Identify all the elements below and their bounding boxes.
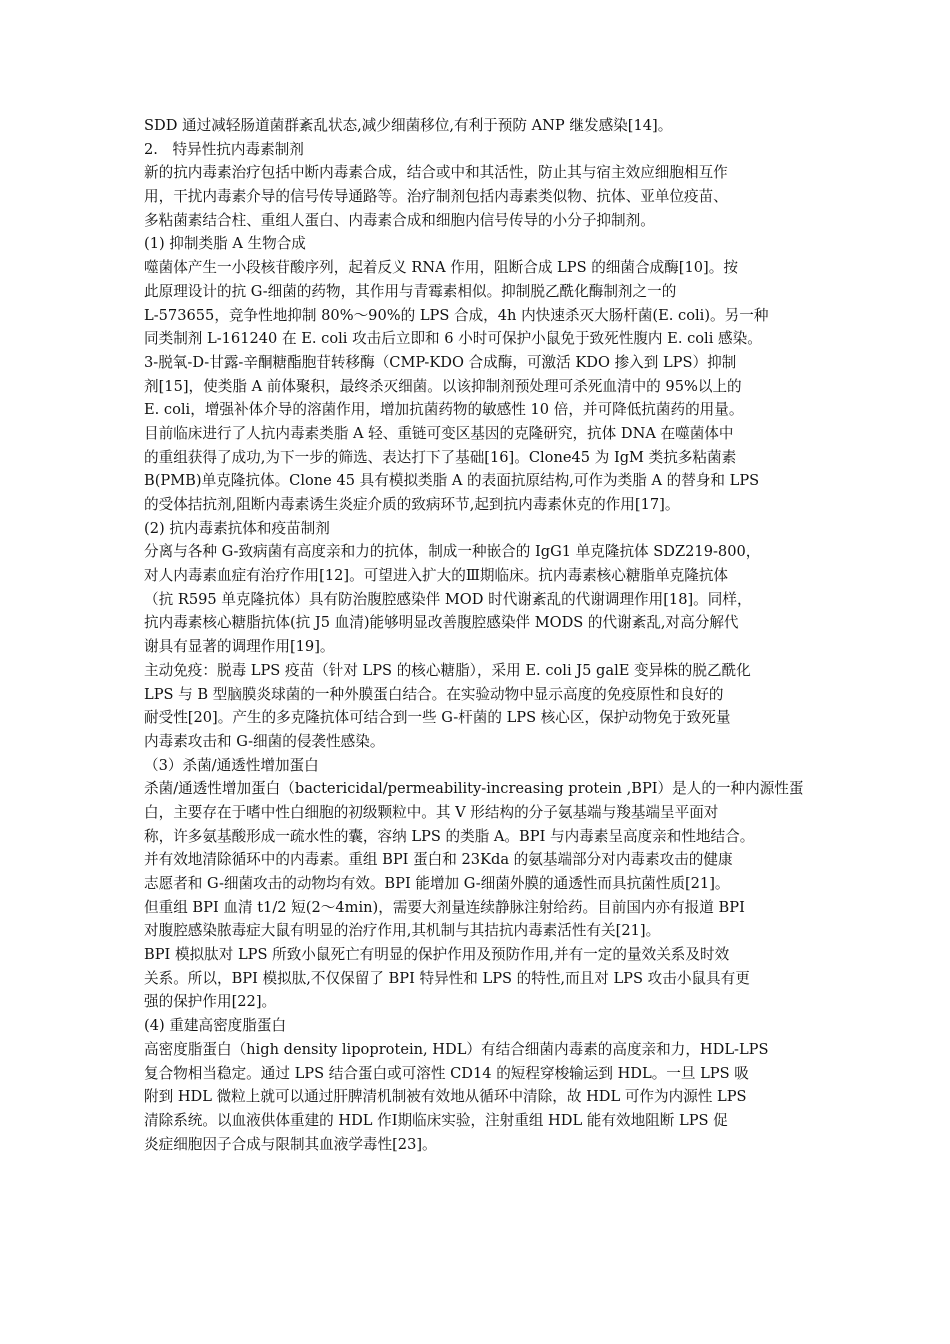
- text-line: 此原理设计的抗 G-细菌的药物，其作用与青霉素相似。抑制脱乙酰化酶制剂之一的: [144, 282, 677, 300]
- subsection-heading: （3）杀菌/通透性增加蛋白: [144, 756, 319, 774]
- text-line: SDD 通过减轻肠道菌群紊乱状态,减少细菌移位,有利于预防 ANP 继发感染[14]。: [144, 117, 673, 134]
- text-line: 的受体拮抗剂,阻断内毒素诱生炎症介质的致病环节,起到抗内毒素休克的作用[17]。: [144, 496, 680, 513]
- text-line: 杀菌/通透性增加蛋白（bactericidal/permeability-increasing protein ,BPI）是人的一种内源性蛋: [144, 780, 804, 798]
- document-body: [144, 114, 808, 1156]
- section-heading: 2. 特异性抗内毒素制剂: [144, 140, 304, 158]
- text-line: 主动免疫：脱毒 LPS 疫苗（针对 LPS 的核心糖脂），采用 E. coli J5 galE 变异株的脱乙酰化: [144, 661, 751, 679]
- text-line: 复合物相当稳定。通过 LPS 结合蛋白或可溶性 CD14 的短程穿梭输运到 HDL。一旦 LPS 吸: [144, 1064, 749, 1082]
- text-line: 对人内毒素血症有治疗作用[12]。可望进入扩大的Ⅲ期临床。抗内毒素核心糖脂单克隆抗体: [144, 567, 729, 585]
- text-line: 清除系统。以血液供体重建的 HDL 作Ⅰ期临床实验，注射重组 HDL 能有效地阻断 LPS 促: [144, 1111, 728, 1129]
- subsection-heading: (1) 抑制类脂 A 生物合成: [144, 235, 306, 253]
- text-line: 并有效地清除循环中的内毒素。重组 BPI 蛋白和 23Kda 的氨基端部分对内毒素攻击的健康: [144, 851, 733, 869]
- text-line: 但重组 BPI 血清 t1/2 短(2～4min)，需要大剂量连续静脉注射给药。目前国内亦有报道 BPI: [144, 898, 745, 916]
- text-line: 新的抗内毒素治疗包括中断内毒素合成，结合或中和其活性，防止其与宿主效应细胞相互作: [144, 164, 728, 182]
- text-line: 炎症细胞因子合成与限制其血液学毒性[23]。: [144, 1135, 437, 1153]
- text-line: 同类制剂 L-161240 在 E. coli 攻击后立即和 6 小时可保护小鼠免于致死性腹内 E. coli 感染。: [144, 330, 762, 348]
- text-line: 谢具有显著的调理作用[19]。: [144, 638, 335, 656]
- text-line: 对腹腔感染脓毒症大鼠有明显的治疗作用,其机制与其拮抗内毒素活性有关[21]。: [144, 922, 661, 940]
- text-line: LPS 与 B 型脑膜炎球菌的一种外膜蛋白结合。在实验动物中显示高度的免疫原性和良好的: [144, 685, 724, 703]
- text-line: 高密度脂蛋白（high density lipoprotein, HDL）有结合细菌内毒素的高度亲和力，HDL-LPS: [144, 1040, 769, 1058]
- text-line: 抗内毒素核心糖脂抗体(抗 J5 血清)能够明显改善腹腔感染伴 MODS 的代谢紊乱,对高分解代: [144, 614, 739, 632]
- text-line: 强的保护作用[22]。: [144, 993, 277, 1011]
- text-line: 志愿者和 G-细菌攻击的动物均有效。BPI 能增加 G-细菌外膜的通透性而具抗菌性质[21]。: [144, 875, 730, 892]
- text-line: 耐受性[20]。产生的多克隆抗体可结合到一些 G-杆菌的 LPS 核心区，保护动物免于致死量: [144, 709, 731, 727]
- text-line: L-573655，竞争性地抑制 80%～90%的 LPS 合成，4h 内快速杀灭大肠杆菌(E. coli)。另一种: [144, 306, 769, 324]
- text-line: BPI 模拟肽对 LPS 所致小鼠死亡有明显的保护作用及预防作用,并有一定的量效关系及时效: [144, 946, 730, 964]
- text-line: B(PMB)单克隆抗体。Clone 45 具有模拟类脂 A 的表面抗原结构,可作为类脂 A 的替身和 LPS: [144, 472, 760, 490]
- text-line: 附到 HDL 微粒上就可以通过肝脾清机制被有效地从循环中清除，故 HDL 可作为内源性 LPS: [144, 1088, 747, 1106]
- text-line: 多粘菌素结合柱、重组人蛋白、内毒素合成和细胞内信号传导的小分子抑制剂。: [144, 211, 655, 229]
- text-line: 的重组获得了成功,为下一步的筛选、表达打下了基础[16]。Clone45 为 IgM 类抗多粘菌素: [144, 448, 737, 466]
- text-line: 白，主要存在于嗜中性白细胞的初级颗粒中。其 V 形结构的分子氨基端与羧基端呈平面对: [144, 803, 719, 821]
- subsection-heading: (2) 抗内毒素抗体和疫苗制剂: [144, 519, 330, 537]
- text-line: 分离与各种 G-致病菌有高度亲和力的抗体，制成一种嵌合的 IgG1 单克隆抗体 SDZ219-800，: [144, 543, 761, 561]
- text-line: 关系。所以，BPI 模拟肽,不仅保留了 BPI 特异性和 LPS 的特性,而且对 LPS 攻击小鼠具有更: [144, 969, 750, 987]
- text-line: 称，许多氨基酸形成一疏水性的囊，容纳 LPS 的类脂 A。BPI 与内毒素呈高度亲和性地结合。: [144, 827, 755, 845]
- text-line: E. coli，增强补体介导的溶菌作用，增加抗菌药物的敏感性 10 倍，并可降低抗菌药的用量。: [144, 401, 744, 419]
- text-line: 噬菌体产生一小段核苷酸序列，起着反义 RNA 作用，阻断合成 LPS 的细菌合成酶[10]。按: [144, 259, 738, 277]
- text-line: 内毒素攻击和 G-细菌的侵袭性感染。: [144, 732, 385, 750]
- text-line: 目前临床进行了人抗内毒素类脂 A 轻、重链可变区基因的克隆研究，抗体 DNA 在噬菌体中: [144, 424, 734, 442]
- text-line: 3-脱氧-D-甘露-辛酮糖酯胞苷转移酶（CMP-KDO 合成酶，可激活 KDO 掺入到 LPS）抑制: [144, 353, 737, 371]
- text-line: 剂[15]，使类脂 A 前体聚积，最终杀灭细菌。以该抑制剂预处理可杀死血清中的 95%以上的: [144, 377, 742, 395]
- text-line: 用，干扰内毒素介导的信号传导通路等。治疗制剂包括内毒素类似物、抗体、亚单位疫苗、: [144, 188, 728, 206]
- text-line: （抗 R595 单克隆抗体）具有防治腹腔感染伴 MOD 时代谢紊乱的代谢调理作用[18]。同样，: [144, 590, 752, 608]
- subsection-heading: (4) 重建高密度脂蛋白: [144, 1017, 287, 1035]
